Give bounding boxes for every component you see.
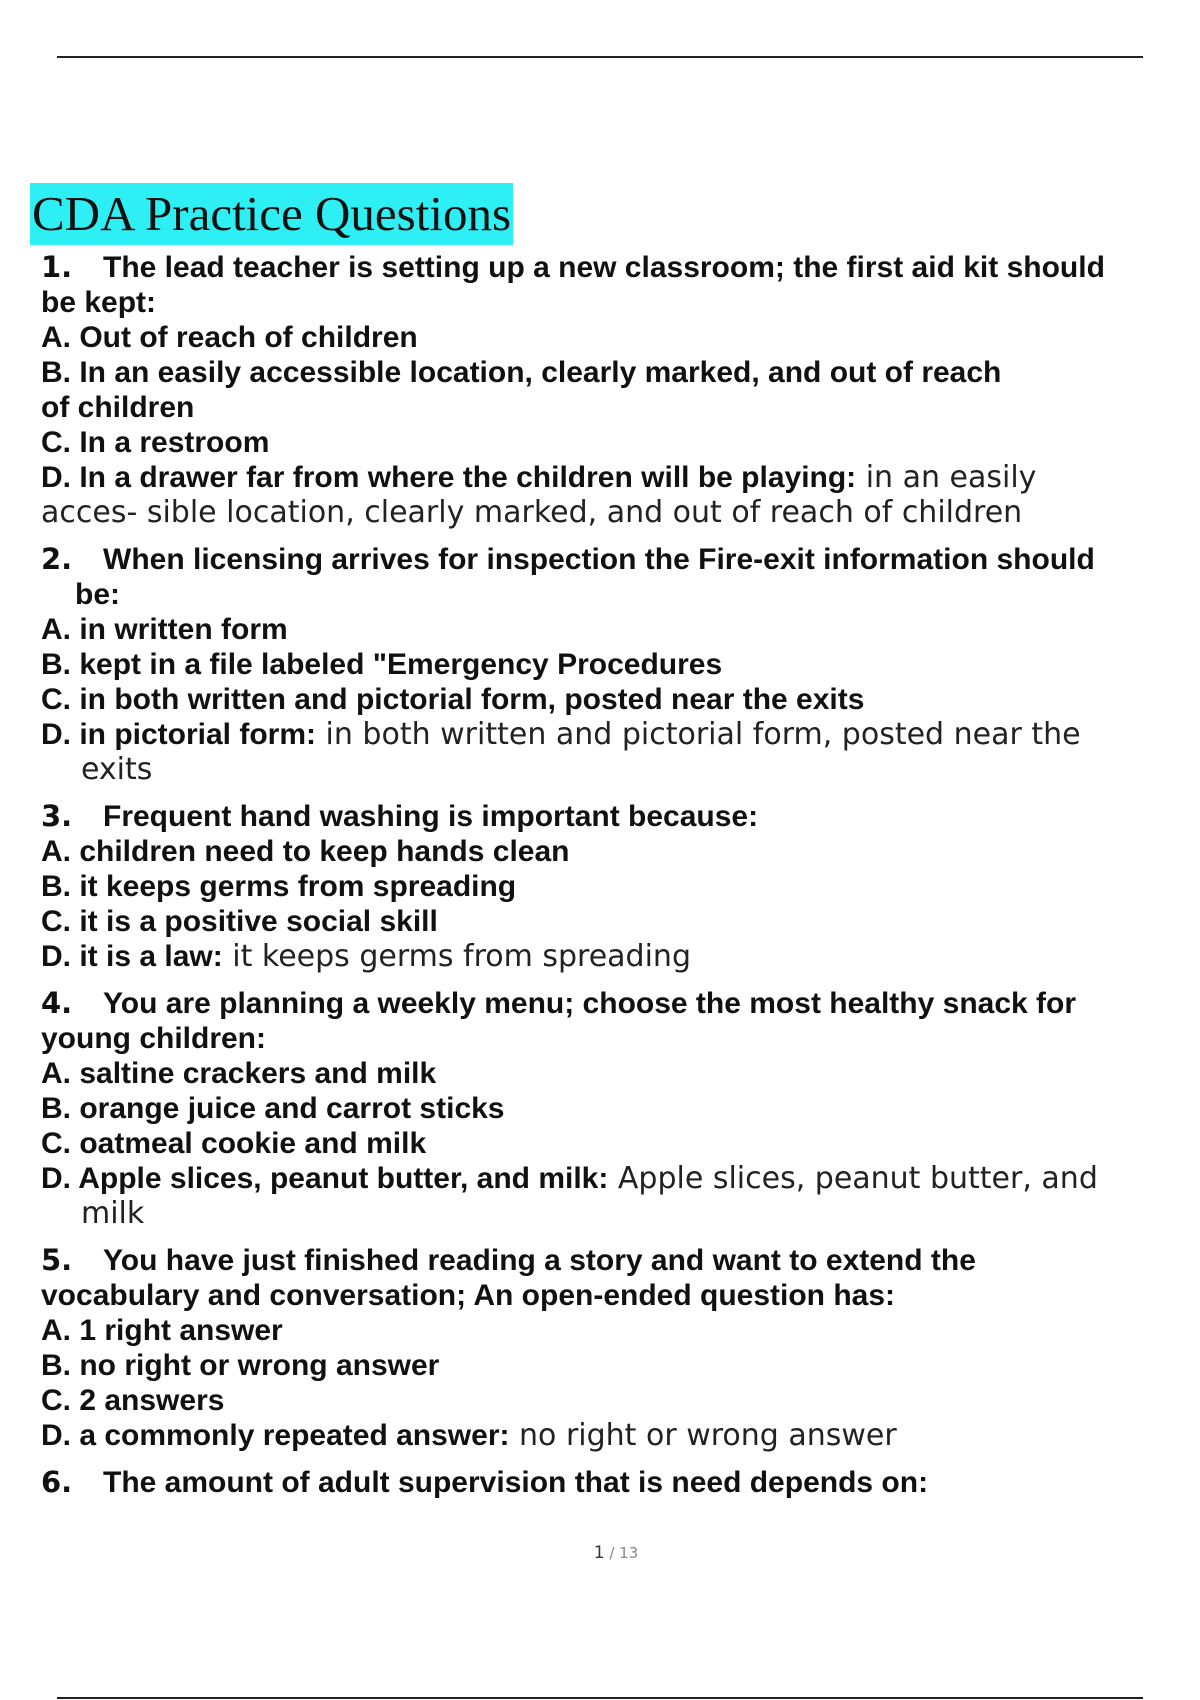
option-c: C. 2 answers [41,1384,225,1417]
option-text: D. Apple slices, peanut butter, and milk: [41,1162,609,1195]
option-d [41,460,1191,530]
question-number: 2. [41,542,73,576]
option-text: D. it is a law: [41,940,223,973]
page-current: 1 [593,1543,605,1563]
option-text: D. In a drawer far from where the children will be playing: [41,461,857,494]
option-text-cont: of children [41,391,195,424]
option-b: B. orange juice and carrot sticks [41,1092,505,1125]
option-c: C. oatmeal cookie and milk [41,1127,427,1160]
question-text-cont: vocabulary and conversation; An open-ended question has: [41,1279,896,1312]
question-stem [41,542,1191,612]
answer-text-cont: exits [81,752,153,787]
answer-text: Apple slices, peanut butter, and [608,1161,1098,1196]
question-text: Frequent hand washing is important because: [103,800,759,833]
option-a: A. 1 right answer [41,1314,283,1347]
question-number: 1. [41,250,73,284]
question-number: 4. [41,986,73,1020]
page-separator: / [604,1544,620,1562]
answer-text: in an easily [856,460,1037,495]
answer-text-cont: milk [81,1196,145,1231]
answer-text: no right or wrong answer [509,1418,897,1453]
option-a: A. saltine crackers and milk [41,1057,437,1090]
bottom-rule [57,1697,1143,1699]
option-c: C. in both written and pictorial form, posted near the exits [41,683,865,716]
top-rule [57,56,1143,58]
option-d [41,939,1191,974]
question-stem [41,986,1191,1056]
question-stem [41,799,1191,834]
page-indicator [0,1543,1200,1563]
question-text: You have just finished reading a story and want to extend the [103,1244,976,1277]
question-2 [41,542,1191,787]
question-text-cont: be: [75,578,120,611]
option-a: A. Out of reach of children [41,321,418,354]
title-highlight [30,183,513,245]
page-title: CDA Practice Questions [32,186,512,241]
option-text: B. In an easily accessible location, clearly marked, and out of reach [41,356,1002,389]
option-b [41,355,1191,425]
question-number: 5. [41,1243,73,1277]
option-b: B. kept in a file labeled "Emergency Procedures [41,648,723,681]
option-a: A. children need to keep hands clean [41,835,570,868]
option-d [41,1418,1191,1453]
question-text-cont: young children: [41,1022,266,1055]
option-c: C. In a restroom [41,426,270,459]
question-text: The lead teacher is setting up a new classroom; the first aid kit should [103,251,1105,284]
question-text: The amount of adult supervision that is need depends on: [103,1466,929,1499]
answer-text: in both written and pictorial form, posted near the [316,717,1081,752]
page-total: 13 [619,1544,639,1562]
question-text: You are planning a weekly menu; choose the most healthy snack for [103,987,1077,1020]
question-3 [41,799,1191,974]
question-stem [41,1465,1191,1500]
option-b: B. it keeps germs from spreading [41,870,517,903]
question-stem [41,250,1191,320]
answer-text-cont: acces- sible location, clearly marked, and out of reach of children [41,495,1023,530]
question-5 [41,1243,1191,1453]
question-stem [41,1243,1191,1313]
question-6 [41,1465,1191,1500]
option-b: B. no right or wrong answer [41,1349,440,1382]
question-4 [41,986,1191,1231]
answer-text: it keeps germs from spreading [222,939,691,974]
option-text: D. in pictorial form: [41,718,317,751]
option-a: A. in written form [41,613,288,646]
option-c: C. it is a positive social skill [41,905,438,938]
question-number: 6. [41,1465,73,1499]
option-d [41,717,1191,787]
option-d [41,1161,1191,1231]
question-number: 3. [41,799,73,833]
question-1 [41,250,1191,530]
questions-list [41,250,1191,1512]
question-text-cont: be kept: [41,286,157,319]
question-text: When licensing arrives for inspection the Fire-exit information should [103,543,1095,576]
option-text: D. a commonly repeated answer: [41,1419,510,1452]
